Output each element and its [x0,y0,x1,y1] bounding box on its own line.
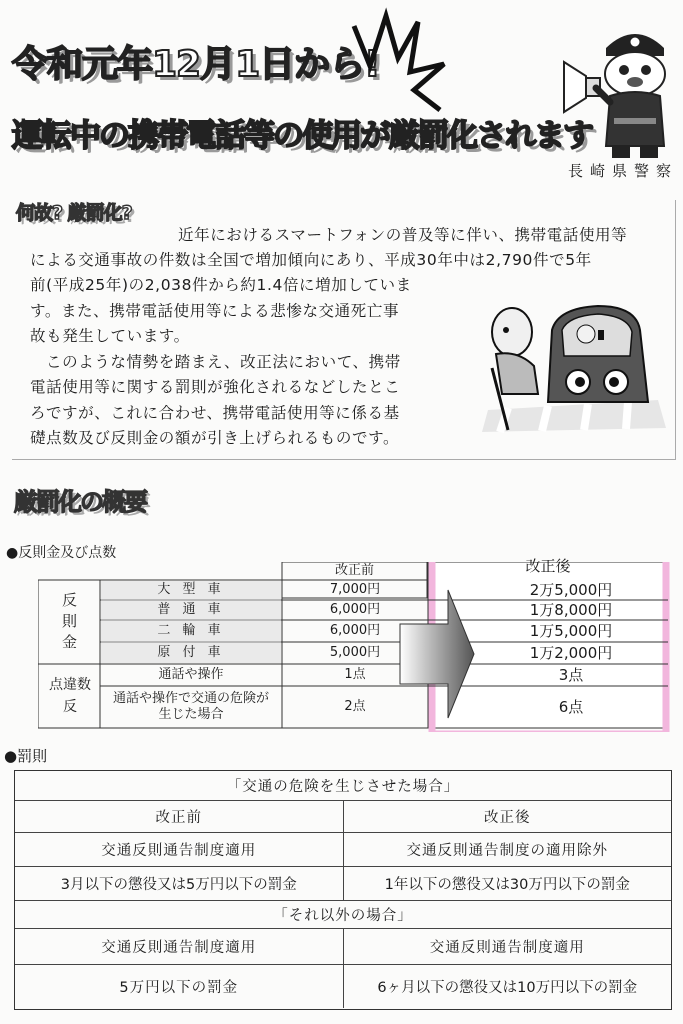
intro-line: ろですが、これに合わせ、携帯電話使用等に係る基 [30,404,400,422]
penalty-danger-after-1: 交通反則通告制度の適用除外 [343,833,672,866]
headline-main: 運転中の携帯電話等の使用が厳罰化されます [12,118,592,154]
penalty-other-before-2: 5万円以下の罰金 [119,980,239,996]
car-pedestrian-illustration [478,290,668,435]
row-before-standard: 6,000円 [329,602,381,617]
row-after-call: 3点 [558,666,584,684]
penalty-other-row-1 [15,929,671,965]
penalty-other-row-2 [15,965,671,1008]
penalty-col-before: 改正前 [155,810,202,826]
row-after-moped: 1万2,000円 [529,644,613,662]
row-before-motorcycle: 6,000円 [329,623,381,638]
row-label-standard: 普 通 車 [157,602,225,617]
penalty-danger-before-2: 3月以下の懲役又は5万円以下の罰金 [60,877,297,893]
intro-line: 故も発生しています。 [30,327,190,345]
row-label-motorcycle: 二 輪 車 [157,623,225,638]
intro-line: す。また、携帯電話使用等による悲惨な交通死亡事 [30,302,400,320]
penalty-danger-after-2: 1年以下の懲役又は30万円以下の罰金 [343,867,672,900]
row-after-motorcycle: 1万5,000円 [529,622,613,640]
row-before-call: 1点 [344,667,366,682]
intro-line: による交通事故の件数は全国で増加傾向にあり、平成30年中は2,790件で5年 [30,251,592,269]
overview-heading: 厳罰化の概要 [14,488,146,516]
alert-burst-icon [340,6,450,116]
points-group-label: 点違数反 [49,677,91,715]
intro-line: 電話使用等に関する罰則が強化されるなどしたとこ [30,378,401,396]
police-mascot-icon [560,18,675,163]
row-after-large: 2万5,000円 [529,581,613,599]
row-after-standard: 1万8,000円 [529,601,613,619]
penalty-col-header-row [15,801,671,833]
penalty-other-before-1: 交通反則通告制度適用 [101,940,257,956]
col-after-header: 改正後 [525,557,571,575]
intro-line: 礎点数及び反則金の額が引き上げられるものです。 [30,429,400,447]
penalty-table [14,770,672,1010]
penalty-other-header: 「それ以外の場合」 [273,908,413,924]
penalty-danger-before-1: 交通反則通告制度適用 [101,843,257,859]
fines-table-title: ●反則金及び点数 [6,545,117,561]
row-label-moped: 原 付 車 [157,645,225,660]
penalty-danger-row-2 [15,867,671,901]
penalty-title: ●罰則 [4,747,48,765]
row-label-large: 大 型 車 [157,582,225,597]
row-before-large: 7,000円 [329,582,381,597]
fines-table [38,557,670,732]
row-label-call: 通話や操作 [158,667,224,682]
penalty-other-after-1: 交通反則通告制度適用 [343,929,672,964]
intro-heading: 何故? 厳罰化? [16,202,132,224]
penalty-danger-row-1 [15,833,671,867]
row-before-danger: 2点 [344,699,366,714]
row-label-danger: 通話や操作で交通の危険が生じた場合 [112,691,269,722]
intro-line: 近年におけるスマートフォンの普及等に伴い、携帯電話使用等 [178,226,628,244]
fine-group-label: 反則金 [60,591,78,655]
intro-line: このような情勢を踏まえ、改正法において、携帯 [46,353,401,371]
col-before-header: 改正前 [334,563,374,578]
row-before-moped: 5,000円 [329,645,381,660]
penalty-col-after: 改正後 [343,801,672,832]
headline-date: 令和元年12月1日から! [12,44,380,85]
row-after-danger: 6点 [558,698,584,716]
police-name: 長崎県警察 [568,162,679,180]
penalty-danger-header: 「交通の危険を生じさせた場合」 [226,779,460,795]
penalty-other-header-row [15,901,671,929]
penalty-danger-header-row [15,771,671,801]
penalty-other-after-2: 6ヶ月以下の懲役又は10万円以下の罰金 [343,965,672,1008]
intro-line: 前(平成25年)の2,038件から約1.4倍に増加していま [30,276,412,294]
